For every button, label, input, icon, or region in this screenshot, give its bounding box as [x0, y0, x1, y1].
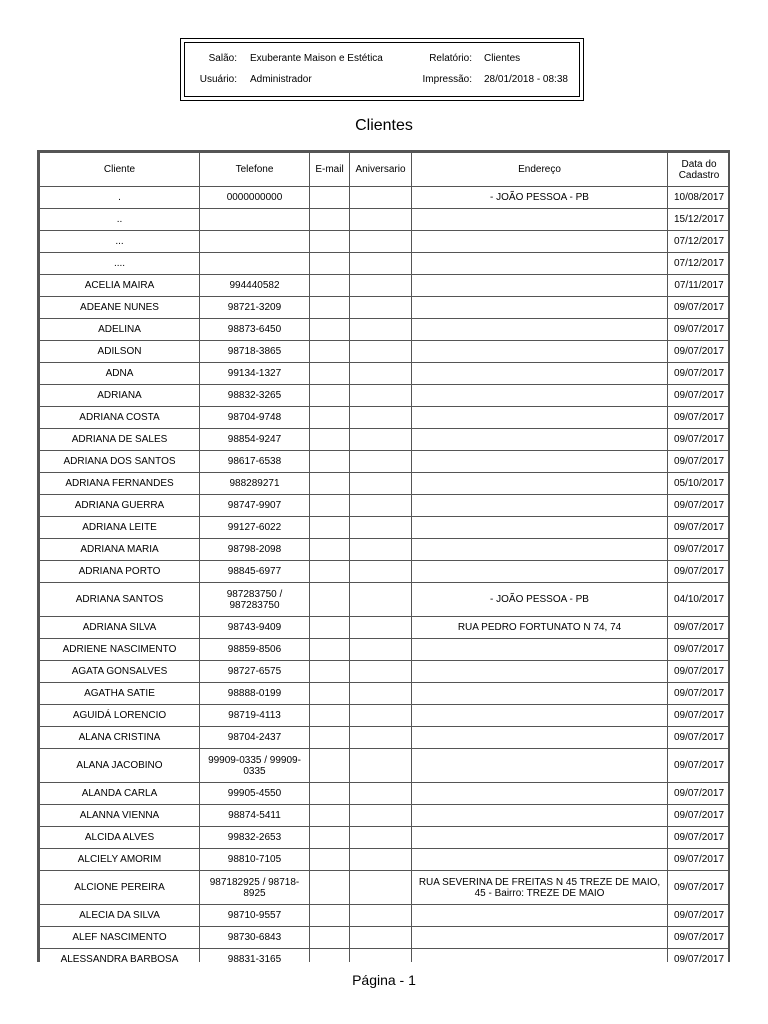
cell-cliente: . — [40, 187, 200, 209]
column-header-telefone: Telefone — [200, 153, 310, 187]
cell-cliente: ADRIANA SANTOS — [40, 583, 200, 617]
cell-email — [310, 849, 350, 871]
clients-table — [39, 152, 730, 962]
cell-data: 04/10/2017 — [668, 583, 731, 617]
cell-aniversario — [350, 473, 412, 495]
table-row — [40, 727, 731, 749]
column-header-data-cadastro: Data do Cadastro — [668, 153, 731, 187]
cell-endereco — [412, 473, 668, 495]
cell-endereco — [412, 429, 668, 451]
cell-telefone: 98718-3865 — [200, 341, 310, 363]
cell-data: 07/12/2017 — [668, 231, 731, 253]
table-row — [40, 187, 731, 209]
cell-data: 09/07/2017 — [668, 927, 731, 949]
cell-data: 09/07/2017 — [668, 617, 731, 639]
table-row — [40, 495, 731, 517]
cell-cliente: ADRIENE NASCIMENTO — [40, 639, 200, 661]
cell-telefone: 98727-6575 — [200, 661, 310, 683]
cell-telefone — [200, 231, 310, 253]
table-row — [40, 407, 731, 429]
cell-data: 09/07/2017 — [668, 827, 731, 849]
cell-email — [310, 385, 350, 407]
cell-cliente: ADRIANA GUERRA — [40, 495, 200, 517]
cell-email — [310, 927, 350, 949]
cell-data: 09/07/2017 — [668, 661, 731, 683]
cell-aniversario — [350, 927, 412, 949]
cell-aniversario — [350, 517, 412, 539]
cell-endereco — [412, 639, 668, 661]
cell-endereco — [412, 539, 668, 561]
cell-data: 09/07/2017 — [668, 749, 731, 783]
table-header-row — [40, 153, 731, 187]
cell-email — [310, 871, 350, 905]
cell-cliente: ALCIONE PEREIRA — [40, 871, 200, 905]
cell-aniversario — [350, 429, 412, 451]
cell-telefone: 98831-3165 — [200, 949, 310, 963]
cell-telefone: 98719-4113 — [200, 705, 310, 727]
table-row — [40, 661, 731, 683]
cell-aniversario — [350, 705, 412, 727]
table-row — [40, 385, 731, 407]
relatorio-value: Clientes — [484, 53, 521, 64]
cell-email — [310, 905, 350, 927]
cell-telefone: 98845-6977 — [200, 561, 310, 583]
cell-endereco — [412, 827, 668, 849]
cell-cliente: ADRIANA SILVA — [40, 617, 200, 639]
cell-cliente: ADRIANA MARIA — [40, 539, 200, 561]
cell-endereco — [412, 905, 668, 927]
table-row — [40, 583, 731, 617]
cell-data: 09/07/2017 — [668, 705, 731, 727]
cell-data: 09/07/2017 — [668, 561, 731, 583]
cell-email — [310, 209, 350, 231]
cell-aniversario — [350, 905, 412, 927]
cell-telefone: 99905-4550 — [200, 783, 310, 805]
table-row — [40, 927, 731, 949]
cell-telefone: 98710-9557 — [200, 905, 310, 927]
usuario-label: Usuário: — [199, 74, 237, 85]
cell-email — [310, 407, 350, 429]
cell-email — [310, 805, 350, 827]
table-row — [40, 683, 731, 705]
cell-endereco — [412, 927, 668, 949]
cell-endereco — [412, 253, 668, 275]
table-row — [40, 451, 731, 473]
cell-data: 09/07/2017 — [668, 849, 731, 871]
page-number: Página - 1 — [352, 972, 416, 988]
cell-aniversario — [350, 871, 412, 905]
cell-telefone: 99127-6022 — [200, 517, 310, 539]
cell-telefone: 98721-3209 — [200, 297, 310, 319]
cell-aniversario — [350, 209, 412, 231]
cell-data: 09/07/2017 — [668, 363, 731, 385]
cell-telefone: 0000000000 — [200, 187, 310, 209]
cell-telefone: 98810-7105 — [200, 849, 310, 871]
cell-aniversario — [350, 319, 412, 341]
cell-telefone: 98743-9409 — [200, 617, 310, 639]
cell-email — [310, 275, 350, 297]
cell-cliente: .... — [40, 253, 200, 275]
cell-email — [310, 473, 350, 495]
cell-aniversario — [350, 683, 412, 705]
cell-aniversario — [350, 341, 412, 363]
table-row — [40, 209, 731, 231]
cell-cliente: ADRIANA PORTO — [40, 561, 200, 583]
cell-cliente: ADEANE NUNES — [40, 297, 200, 319]
cell-cliente: ALEF NASCIMENTO — [40, 927, 200, 949]
table-row — [40, 705, 731, 727]
column-header-cliente: Cliente — [40, 153, 200, 187]
cell-endereco — [412, 407, 668, 429]
cell-endereco — [412, 209, 668, 231]
cell-cliente: ADNA — [40, 363, 200, 385]
cell-telefone: 98854-9247 — [200, 429, 310, 451]
cell-endereco — [412, 297, 668, 319]
cell-telefone: 987182925 / 98718-8925 — [200, 871, 310, 905]
cell-data: 09/07/2017 — [668, 319, 731, 341]
cell-cliente: ALCIDA ALVES — [40, 827, 200, 849]
cell-cliente: AGATA GONSALVES — [40, 661, 200, 683]
cell-endereco — [412, 275, 668, 297]
cell-cliente: ALANA JACOBINO — [40, 749, 200, 783]
cell-cliente: ADRIANA DE SALES — [40, 429, 200, 451]
cell-cliente: ... — [40, 231, 200, 253]
cell-aniversario — [350, 297, 412, 319]
report-header — [180, 38, 584, 101]
cell-telefone: 99134-1327 — [200, 363, 310, 385]
cell-data: 07/12/2017 — [668, 253, 731, 275]
cell-data: 09/07/2017 — [668, 341, 731, 363]
cell-cliente: ALCIELY AMORIM — [40, 849, 200, 871]
cell-aniversario — [350, 639, 412, 661]
cell-endereco — [412, 385, 668, 407]
cell-cliente: AGATHA SATIE — [40, 683, 200, 705]
cell-email — [310, 783, 350, 805]
cell-endereco — [412, 727, 668, 749]
cell-email — [310, 561, 350, 583]
table-row — [40, 749, 731, 783]
cell-data: 09/07/2017 — [668, 949, 731, 963]
table-row — [40, 617, 731, 639]
cell-aniversario — [350, 451, 412, 473]
cell-endereco — [412, 319, 668, 341]
cell-endereco — [412, 783, 668, 805]
cell-endereco — [412, 495, 668, 517]
table-row — [40, 363, 731, 385]
report-header-inner — [184, 42, 580, 97]
column-header-endereco: Endereço — [412, 153, 668, 187]
cell-endereco: - JOÃO PESSOA - PB — [412, 187, 668, 209]
cell-aniversario — [350, 727, 412, 749]
cell-telefone — [200, 253, 310, 275]
cell-email — [310, 297, 350, 319]
cell-cliente: ADRIANA LEITE — [40, 517, 200, 539]
salao-value: Exuberante Maison e Estética — [250, 53, 383, 64]
cell-email — [310, 827, 350, 849]
cell-telefone: 988289271 — [200, 473, 310, 495]
cell-aniversario — [350, 661, 412, 683]
cell-aniversario — [350, 539, 412, 561]
cell-aniversario — [350, 561, 412, 583]
cell-aniversario — [350, 783, 412, 805]
cell-telefone: 987283750 / 987283750 — [200, 583, 310, 617]
cell-endereco: - JOÃO PESSOA - PB — [412, 583, 668, 617]
table-row — [40, 905, 731, 927]
cell-telefone: 98617-6538 — [200, 451, 310, 473]
table-row — [40, 561, 731, 583]
cell-telefone: 98704-2437 — [200, 727, 310, 749]
cell-data: 15/12/2017 — [668, 209, 731, 231]
cell-endereco — [412, 805, 668, 827]
cell-endereco — [412, 849, 668, 871]
cell-aniversario — [350, 949, 412, 963]
table-row — [40, 827, 731, 849]
cell-email — [310, 363, 350, 385]
cell-email — [310, 451, 350, 473]
cell-data: 09/07/2017 — [668, 495, 731, 517]
cell-cliente: ACELIA MAIRA — [40, 275, 200, 297]
cell-data: 07/11/2017 — [668, 275, 731, 297]
table-row — [40, 517, 731, 539]
cell-data: 09/07/2017 — [668, 429, 731, 451]
table-row — [40, 429, 731, 451]
table-row — [40, 783, 731, 805]
cell-cliente: ADRIANA COSTA — [40, 407, 200, 429]
table-row — [40, 949, 731, 963]
cell-aniversario — [350, 385, 412, 407]
cell-email — [310, 429, 350, 451]
usuario-value: Administrador — [250, 74, 312, 85]
cell-aniversario — [350, 617, 412, 639]
cell-data: 09/07/2017 — [668, 805, 731, 827]
cell-aniversario — [350, 749, 412, 783]
cell-data: 10/08/2017 — [668, 187, 731, 209]
table-row — [40, 539, 731, 561]
cell-endereco: RUA SEVERINA DE FREITAS N 45 TREZE DE MAIO, 45 - Bairro: TREZE DE MAIO — [412, 871, 668, 905]
cell-endereco — [412, 451, 668, 473]
cell-email — [310, 341, 350, 363]
cell-aniversario — [350, 583, 412, 617]
table-row — [40, 849, 731, 871]
cell-data: 09/07/2017 — [668, 727, 731, 749]
salao-label: Salão: — [208, 53, 237, 64]
cell-aniversario — [350, 805, 412, 827]
column-header-aniversario: Aniversario — [350, 153, 412, 187]
cell-endereco — [412, 661, 668, 683]
table-row — [40, 319, 731, 341]
cell-telefone: 98888-0199 — [200, 683, 310, 705]
cell-telefone: 99909-0335 / 99909-0335 — [200, 749, 310, 783]
cell-email — [310, 231, 350, 253]
cell-data: 05/10/2017 — [668, 473, 731, 495]
cell-endereco — [412, 683, 668, 705]
cell-email — [310, 705, 350, 727]
table-row — [40, 253, 731, 275]
cell-email — [310, 639, 350, 661]
cell-aniversario — [350, 407, 412, 429]
cell-aniversario — [350, 275, 412, 297]
cell-cliente: ADILSON — [40, 341, 200, 363]
page-title: Clientes — [355, 117, 413, 134]
cell-endereco — [412, 561, 668, 583]
table-row — [40, 639, 731, 661]
cell-cliente: ALANNA VIENNA — [40, 805, 200, 827]
cell-email — [310, 617, 350, 639]
cell-email — [310, 583, 350, 617]
cell-data: 09/07/2017 — [668, 385, 731, 407]
cell-cliente: .. — [40, 209, 200, 231]
cell-email — [310, 949, 350, 963]
cell-email — [310, 727, 350, 749]
cell-endereco — [412, 517, 668, 539]
cell-data: 09/07/2017 — [668, 517, 731, 539]
clients-table-container — [37, 150, 730, 962]
cell-telefone: 98874-5411 — [200, 805, 310, 827]
cell-cliente: ADRIANA FERNANDES — [40, 473, 200, 495]
cell-endereco — [412, 749, 668, 783]
cell-data: 09/07/2017 — [668, 297, 731, 319]
cell-endereco — [412, 705, 668, 727]
cell-telefone: 994440582 — [200, 275, 310, 297]
cell-cliente: ALANDA CARLA — [40, 783, 200, 805]
cell-data: 09/07/2017 — [668, 905, 731, 927]
cell-telefone: 98704-9748 — [200, 407, 310, 429]
cell-aniversario — [350, 231, 412, 253]
cell-telefone — [200, 209, 310, 231]
cell-endereco — [412, 341, 668, 363]
cell-cliente: ALANA CRISTINA — [40, 727, 200, 749]
cell-aniversario — [350, 827, 412, 849]
cell-email — [310, 187, 350, 209]
cell-telefone: 99832-2653 — [200, 827, 310, 849]
cell-email — [310, 539, 350, 561]
cell-email — [310, 517, 350, 539]
cell-telefone: 98730-6843 — [200, 927, 310, 949]
cell-email — [310, 661, 350, 683]
cell-telefone: 98832-3265 — [200, 385, 310, 407]
cell-data: 09/07/2017 — [668, 871, 731, 905]
cell-cliente: AGUIDÁ LORENCIO — [40, 705, 200, 727]
cell-endereco — [412, 949, 668, 963]
cell-email — [310, 749, 350, 783]
cell-email — [310, 319, 350, 341]
cell-data: 09/07/2017 — [668, 539, 731, 561]
table-row — [40, 231, 731, 253]
cell-endereco: RUA PEDRO FORTUNATO N 74, 74 — [412, 617, 668, 639]
relatorio-label: Relatório: — [429, 53, 472, 64]
cell-telefone: 98798-2098 — [200, 539, 310, 561]
cell-aniversario — [350, 495, 412, 517]
impressao-label: Impressão: — [422, 74, 472, 85]
cell-data: 09/07/2017 — [668, 683, 731, 705]
table-row — [40, 473, 731, 495]
cell-cliente: ADRIANA — [40, 385, 200, 407]
table-row — [40, 871, 731, 905]
cell-endereco — [412, 363, 668, 385]
cell-email — [310, 253, 350, 275]
cell-email — [310, 495, 350, 517]
cell-cliente: ALECIA DA SILVA — [40, 905, 200, 927]
cell-aniversario — [350, 187, 412, 209]
cell-endereco — [412, 231, 668, 253]
cell-data: 09/07/2017 — [668, 451, 731, 473]
table-row — [40, 297, 731, 319]
cell-aniversario — [350, 849, 412, 871]
cell-telefone: 98859-8506 — [200, 639, 310, 661]
cell-email — [310, 683, 350, 705]
cell-cliente: ADRIANA DOS SANTOS — [40, 451, 200, 473]
cell-cliente: ADELINA — [40, 319, 200, 341]
cell-aniversario — [350, 253, 412, 275]
cell-data: 09/07/2017 — [668, 407, 731, 429]
cell-aniversario — [350, 363, 412, 385]
table-row — [40, 275, 731, 297]
impressao-value: 28/01/2018 - 08:38 — [484, 74, 568, 85]
table-row — [40, 341, 731, 363]
table-row — [40, 805, 731, 827]
cell-cliente: ALESSANDRA BARBOSA — [40, 949, 200, 963]
cell-data: 09/07/2017 — [668, 783, 731, 805]
column-header-email: E-mail — [310, 153, 350, 187]
cell-data: 09/07/2017 — [668, 639, 731, 661]
cell-telefone: 98747-9907 — [200, 495, 310, 517]
cell-telefone: 98873-6450 — [200, 319, 310, 341]
